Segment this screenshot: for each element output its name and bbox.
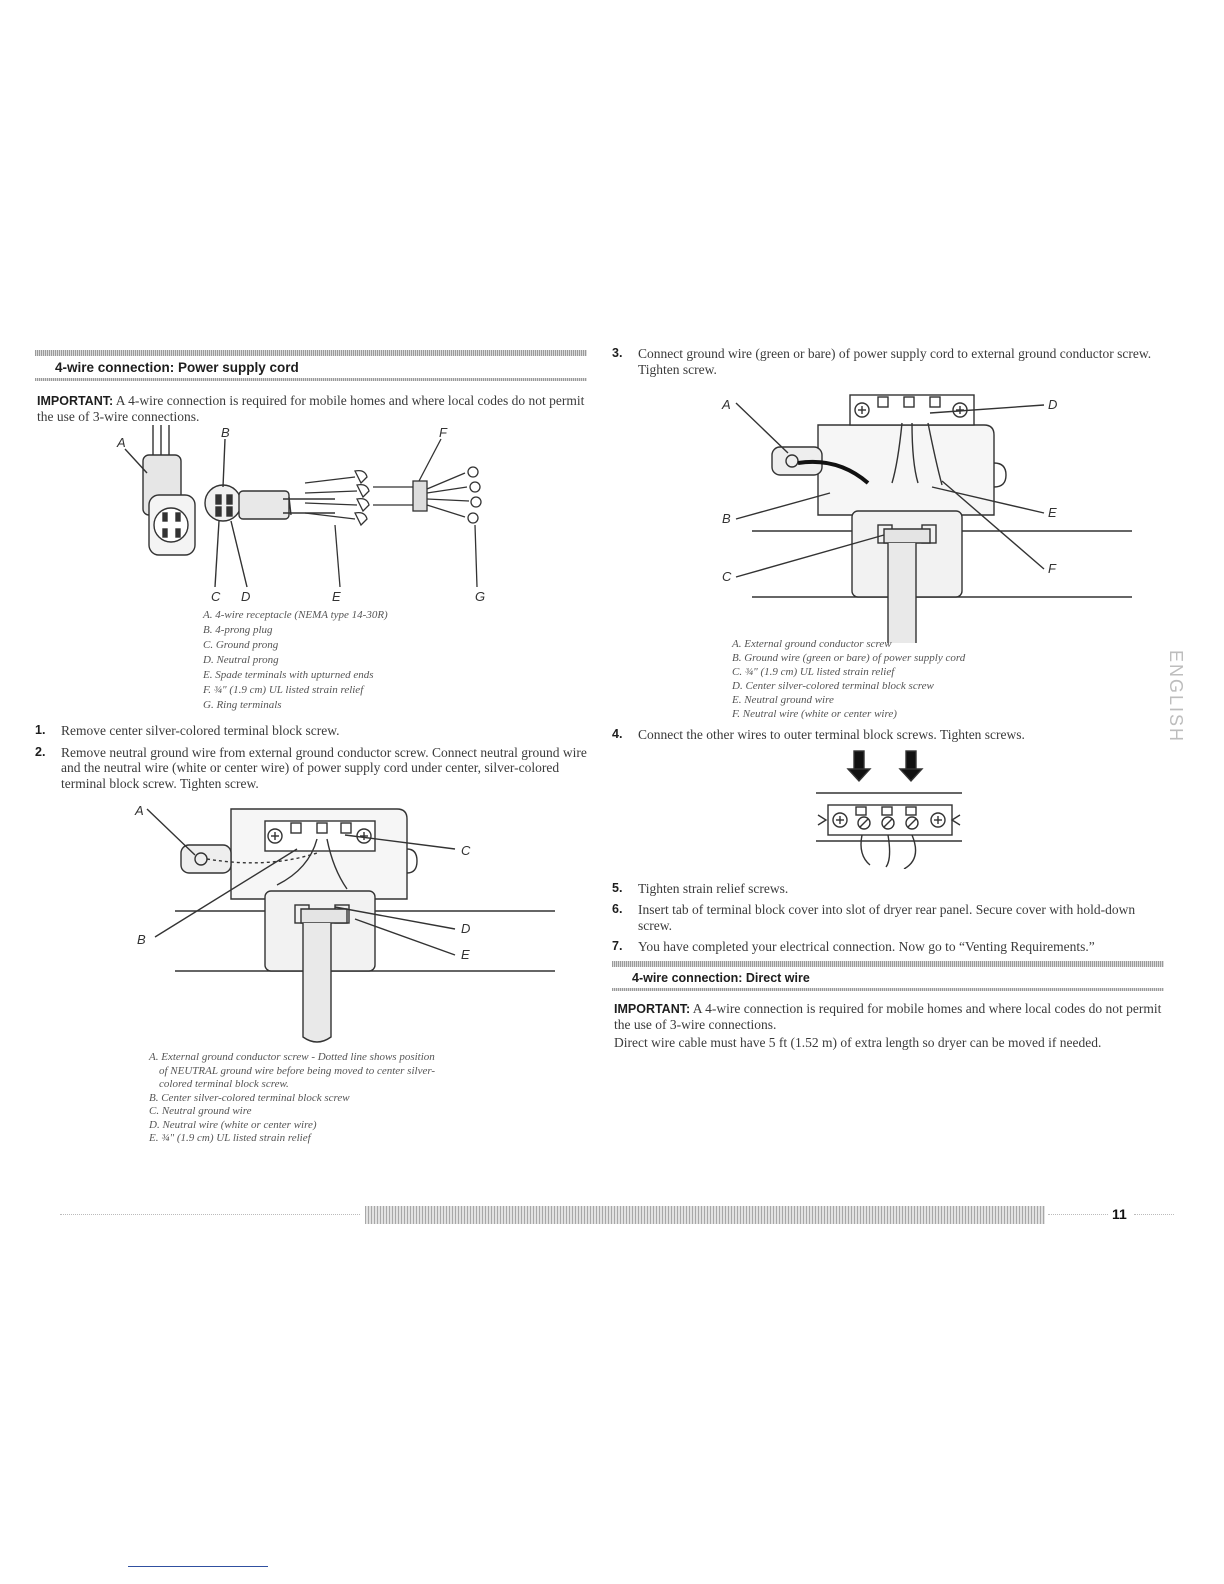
important-note-direct [612, 1001, 1164, 1033]
plug-drawing [205, 439, 335, 587]
legend-item: A. External ground conductor screw [732, 638, 892, 650]
important-label: IMPORTANT: [614, 1001, 691, 1016]
legend-item: D. Neutral prong [203, 654, 279, 666]
fig3-letter-e: E [1048, 505, 1057, 520]
legend-item: A. 4-wire receptacle (NEMA type 14-30R) [203, 609, 388, 621]
steps-list-right [612, 881, 1164, 955]
spade-terminals-drawing [305, 471, 369, 587]
step-number: 4. [612, 727, 623, 741]
terminal-block-drawing-3 [736, 395, 1132, 643]
legend-item: F. ¾" (1.9 cm) UL listed strain relief [203, 684, 364, 696]
fig1-letter-a: A [117, 435, 126, 450]
outer-screws-drawing [816, 751, 962, 869]
language-side-tab: ENGLISH [1166, 650, 1186, 744]
left-column [35, 350, 587, 1146]
step-4 [612, 727, 1164, 743]
fig1-letter-e: E [332, 589, 341, 604]
step-text: Remove center silver-colored terminal block screw. [61, 723, 340, 738]
legend-item: C. Neutral ground wire [149, 1105, 252, 1117]
fig3-letter-f: F [1048, 561, 1056, 576]
step-1 [35, 723, 587, 739]
fig3-letter-a: A [722, 397, 731, 412]
section-title-power-cord: 4-wire connection: Power supply cord [55, 360, 299, 375]
step-5 [612, 881, 1164, 897]
fig1-letter-d: D [241, 589, 251, 604]
direct-wire-note: Direct wire cable must have 5 ft (1.52 m) of extra length so dryer can be moved if needed. [614, 1034, 1102, 1050]
step-text: Connect the other wires to outer terminal block screws. Tighten screws. [638, 727, 1025, 742]
page-number: 11 [1112, 1206, 1127, 1222]
legend-item: D. Center silver-colored terminal block screw [732, 680, 934, 692]
fig1-letter-b: B [221, 425, 230, 440]
legend-item: A. External ground conductor screw - Dotted line shows position [149, 1051, 435, 1063]
legend-item: B. 4-prong plug [203, 624, 273, 636]
terminal-block-drawing-2 [147, 809, 555, 1042]
legend-item: C. Ground prong [203, 639, 279, 651]
step-text: Insert tab of terminal block cover into slot of dryer rear panel. Secure cover with hold-down screw. [638, 902, 1136, 933]
step-number: 2. [35, 744, 46, 759]
section2-rule-bottom [612, 988, 1164, 991]
legend-item: B. Ground wire (green or bare) of power supply cord [732, 652, 966, 664]
legend-item: E. Spade terminals with upturned ends [203, 669, 374, 681]
receptacle-drawing [125, 425, 195, 555]
figure-plug-and-terminals [35, 425, 587, 610]
step-text: You have completed your electrical connection. Now go to “Venting Requirements.” [638, 939, 1095, 954]
legend-item: colored terminal block screw. [159, 1078, 289, 1090]
step-number: 3. [612, 346, 623, 360]
step-4-list [612, 727, 1164, 743]
footer-dots-end [1134, 1214, 1174, 1215]
steps-list-left [35, 723, 587, 791]
section-rule-bottom [35, 378, 587, 381]
legend-item: C. ¾" (1.9 cm) UL listed strain relief [732, 666, 895, 678]
step-text: Remove neutral ground wire from external ground conductor screw. Connect neutral ground wire and the neutral wire (white or center wire) of power supply cord under center, silver-colored terminal block screw. Tighten screw. [61, 744, 587, 791]
important-text: A 4-wire connection is required for mobile homes and where local codes do not permit the use of 3-wire connections. [614, 1000, 1162, 1032]
figure-neutral-ground-wire [35, 799, 587, 1049]
fig1-letter-g: G [475, 589, 486, 604]
fig3-letter-b: B [722, 511, 731, 526]
fig3-letter-c: C [722, 569, 732, 584]
step-number: 6. [612, 902, 623, 916]
figure1-legend [203, 608, 587, 713]
legend-item: B. Center silver-colored terminal block screw [149, 1091, 350, 1104]
bottom-link-line [128, 1566, 268, 1567]
footer-band [365, 1206, 1045, 1224]
figure2-legend [149, 1051, 587, 1146]
legend-item: E. Neutral ground wire [732, 694, 834, 706]
fig2-letter-b: B [137, 932, 146, 947]
step-number: 1. [35, 723, 46, 737]
section-title-direct-wire: 4-wire connection: Direct wire [632, 970, 810, 985]
legend-item: D. Neutral wire (white or center wire) [149, 1118, 317, 1131]
fig1-letter-c: C [211, 589, 221, 604]
step-7 [612, 939, 1164, 955]
fig2-letter-d: D [461, 921, 471, 936]
important-note [35, 393, 587, 425]
step-number: 7. [612, 939, 623, 953]
legend-item: of NEUTRAL ground wire before being moved to center silver- [159, 1064, 436, 1077]
footer-dots-left [60, 1214, 360, 1215]
ring-terminals-drawing [373, 439, 481, 587]
fig2-letter-c: C [461, 843, 471, 858]
step-number: 5. [612, 880, 623, 895]
fig1-letter-f: F [439, 425, 447, 440]
step-2 [35, 745, 587, 792]
footer-dots-right [1048, 1214, 1108, 1215]
step-3-list [612, 346, 1164, 377]
step-text: Tighten strain relief screws. [638, 880, 789, 896]
legend-item: G. Ring terminals [203, 699, 282, 711]
step-6 [612, 902, 1164, 933]
legend-item: E. ¾" (1.9 cm) UL listed strain relief [149, 1132, 311, 1144]
step-3 [612, 346, 1164, 377]
figure3-legend [732, 637, 1164, 721]
fig3-letter-d: D [1048, 397, 1058, 412]
figure-ground-wire [612, 383, 1164, 643]
important-text: A 4-wire connection is required for mobile homes and where local codes do not permit the use of 3-wire connections. [37, 393, 585, 424]
fig2-letter-e: E [461, 947, 470, 962]
legend-item: F. Neutral wire (white or center wire) [732, 708, 897, 720]
important-label: IMPORTANT: [37, 394, 114, 408]
figure-outer-screws [612, 749, 1164, 869]
step-text: Connect ground wire (green or bare) of power supply cord to external ground conductor screw. Tighten screw. [638, 346, 1152, 377]
fig2-letter-a: A [135, 803, 144, 818]
right-column [612, 346, 1164, 1051]
